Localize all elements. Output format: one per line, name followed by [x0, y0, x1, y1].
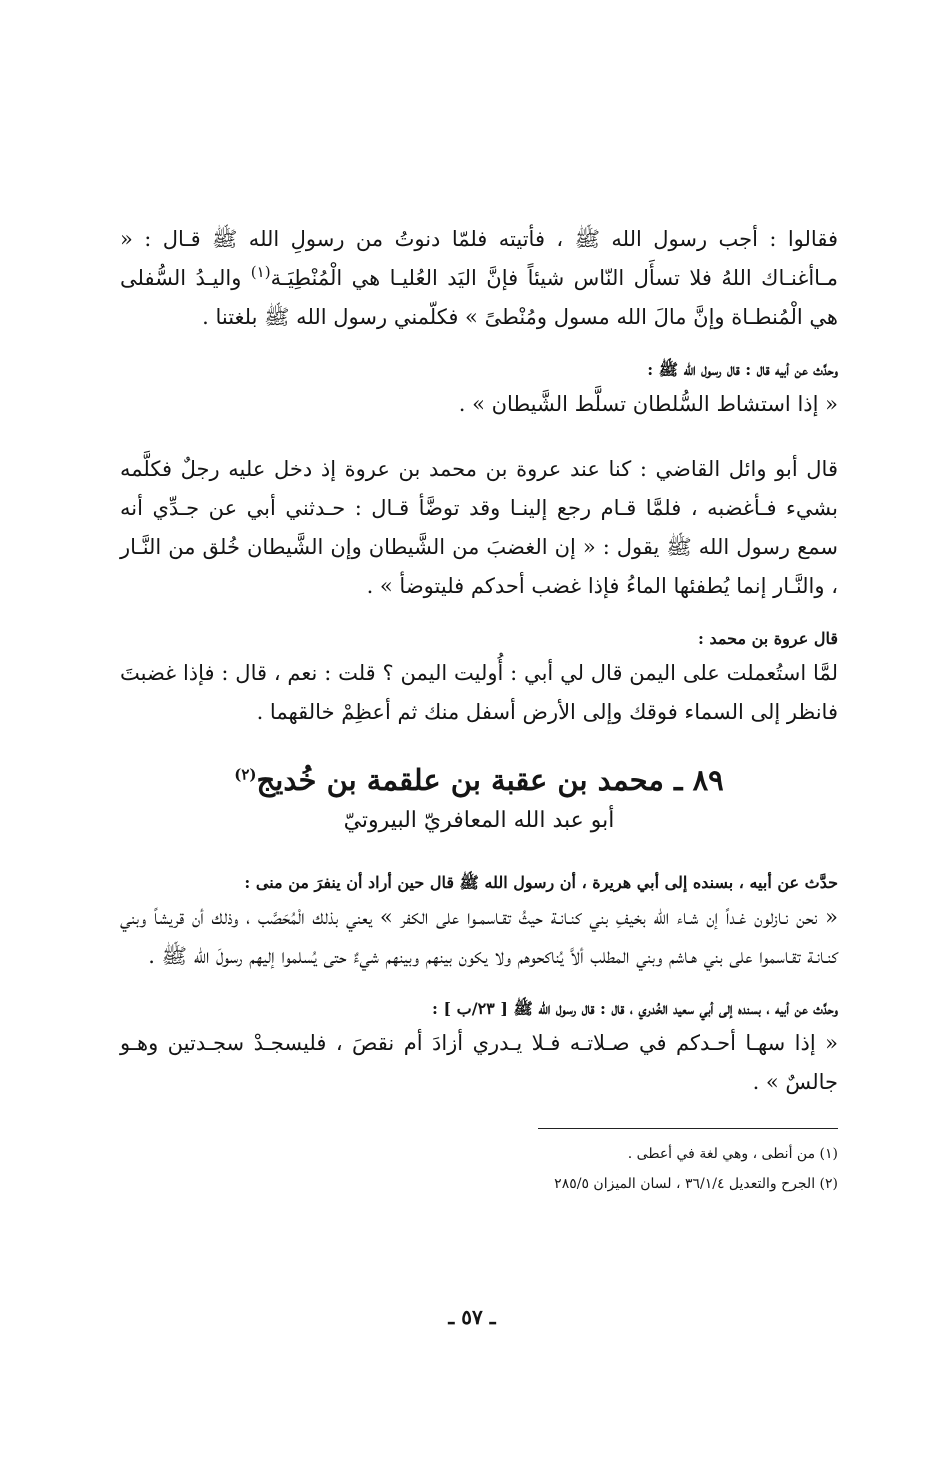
- footnote-marker: (١): [250, 263, 271, 281]
- hadith-quote: « إذا سهـا أحـدكم في صـلاتـه فـلا يـدري أزادَ أم نقصَ ، فليسجـدْ سجـدتين وهـو جالسٌ » .: [120, 1031, 838, 1094]
- footnote-marker: (٢): [234, 765, 257, 784]
- narration-heading: وحدَّث عن أبيه ، بسنده إلى أبي سعيد الخُدري ، قال : قال رسول الله ﷺ [ ٢٣/ب ] :: [432, 999, 838, 1018]
- footnote: (١) من أنطى ، وهي لغة في أعطى .: [627, 1146, 838, 1162]
- narration-heading: حدَّث عن أبيه ، بسنده إلى أبي هريرة ، أن رسول الله ﷺ قال حين أراد أن ينفرَ من منى :: [244, 873, 838, 892]
- footnote-divider: [538, 1128, 838, 1129]
- entry-title-text: ٨٩ ـ محمد بن عقبة بن علقمة بن خُديج: [256, 763, 724, 797]
- entry-title: [120, 758, 838, 802]
- narration-heading: وحدَّث عن أبيه قال : قال رسول الله ﷺ :: [647, 360, 838, 379]
- paragraph: [120, 220, 838, 337]
- paragraph-text: واليـدُ السُّفلى هي الْمُنطـاة وإنَّ مالَ الله مسول ومُنْطىً » فكلّمني رسول الله ﷺ بلغتنا .: [120, 266, 838, 329]
- narration-heading: قال عروة بن محمد :: [698, 629, 838, 648]
- page-number: ـ ٥٧ ـ: [448, 1305, 496, 1329]
- hadith-quote: « إذا استشاط السُّلطان تسلَّط الشَّيطان » .: [458, 392, 838, 416]
- entry-subtitle: أبو عبد الله المعافريّ البيروتيّ: [343, 808, 615, 833]
- paragraph-text: فقالوا : أجب رسول الله ﷺ ، فأتيته فلمّا دنوتُ من رسولِ الله ﷺ قـال : « مـاأغنـاك اللهُ فلا تسأَل النّاس شيئاً فإنَّ اليَد العُليـا هي الْمُنْطِيَـة: [120, 227, 838, 290]
- paragraph: قال أبو وائل القاضي : كنا عند عروة بن محمد بن عروة إذ دخل عليه رجلٌ فكلَّمه بشيء فـأغضبه ، فلمَّا قـام رجع إلينـا وقد توضَّأ قـال : حـدثني أبي عن جـدِّي أنه سمع رسول الله ﷺ يقول : « إن الغضبَ من الشَّيطان وإن الشَّيطان خُلق من النَّـار ، والنَّـار إنما يُطفئها الماءُ فإذا غضب أحدكم فليتوضأ » .: [120, 457, 838, 598]
- paragraph: لمَّا استُعملت على اليمن قال لي أبي : أُوليت اليمن ؟ قلت : نعم ، قال : فإذا غضبتَ فانظر إلى السماء فوقك وإلى الأرض أسفل منك ثم أعظِمْ خالقهما .: [120, 661, 838, 724]
- hadith-quote: « نحن نـازلون غـداً إن شـاء الله بخيفِ بني كنـانـة حيثُ تقـاسمـوا على الكفر » يعني بذلك الْمُحَصَّب ، وذلك أن قريشاً وبني كنـانـة تقـاسموا على بني هـاشم وبني المطلب ألاَّ يُناكحوهم ولا يكون بينهم وبينهم شيءٌ حتى يُسلموا إليهم رسولَ الله ﷺ .: [120, 905, 838, 968]
- page-body: [120, 220, 838, 1199]
- footnote: (٢) الجرح والتعديل ٣٦/١/٤ ، لسان الميزان ٢٨٥/٥: [554, 1176, 838, 1192]
